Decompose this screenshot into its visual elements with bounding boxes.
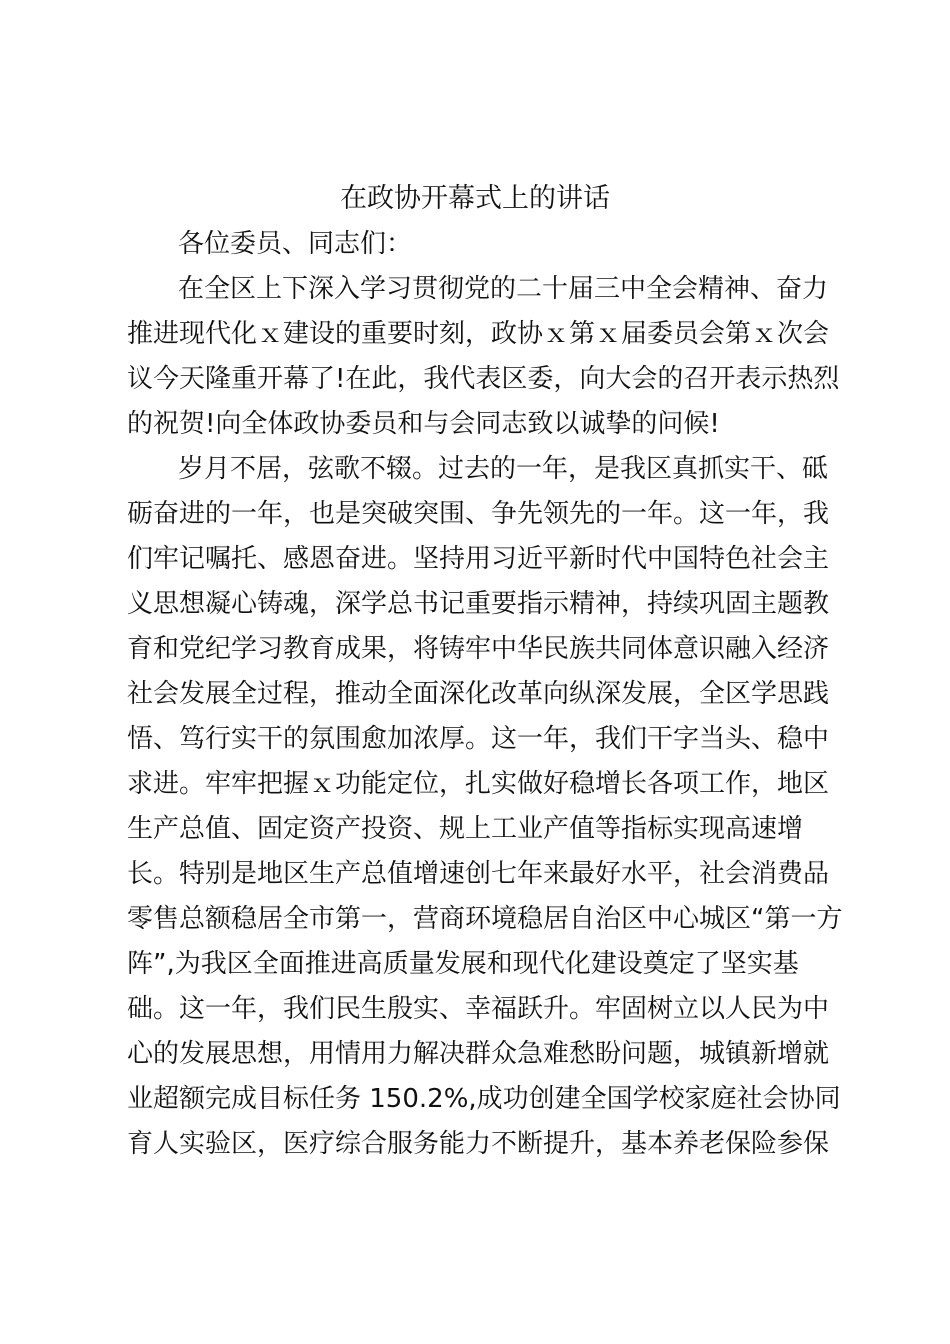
paragraph-line: 生产总值、固定资产投资、规上工业产值等指标实现高速增 [127, 814, 804, 844]
paragraph-line: 础。这一年，我们民生殷实、幸福跃升。牢固树立以人民为中 [127, 994, 830, 1024]
paragraph-line: 议今天隆重开幕了!在此，我代表区委，向大会的召开表示热烈 [127, 364, 840, 394]
paragraph-line: 长。特别是地区生产总值增速创七年来最好水平，社会消费品 [127, 859, 830, 889]
document-title: 在政协开幕式上的讲话 [340, 183, 610, 214]
paragraph-line: 悟、笃行实干的氛围愈加浓厚。这一年，我们干字当头、稳中 [127, 724, 830, 754]
paragraph-line: 业超额完成目标任务 150.2%,成功创建全国学校家庭社会协同 [127, 1084, 841, 1114]
paragraph-line: 育和党纪学习教育成果，将铸牢中华民族共同体意识融入经济 [127, 634, 830, 664]
paragraph-line: 育人实验区，医疗综合服务能力不断提升，基本养老保险参保 [127, 1129, 830, 1159]
paragraph-line: 义思想凝心铸魂，深学总书记重要指示精神，持续巩固主题教 [127, 589, 830, 619]
paragraph-line: 零售总额稳居全市第一，营商环境稳居自治区中心城区“第一方 [127, 904, 843, 934]
paragraph-line: 们牢记嘱托、感恩奋进。坚持用习近平新时代中国特色社会主 [127, 544, 830, 574]
paragraph-line: 推进现代化ｘ建设的重要时刻，政协ｘ第ｘ届委员会第ｘ次会 [127, 319, 830, 349]
paragraph-line: 心的发展思想，用情用力解决群众急难愁盼问题，城镇新增就 [127, 1039, 830, 1069]
paragraph-line: 社会发展全过程，推动全面深化改革向纵深发展，全区学思践 [127, 679, 830, 709]
paragraph-line: 岁月不居，弦歌不辍。过去的一年，是我区真抓实干、砥 [178, 454, 829, 484]
paragraph-line: 在全区上下深入学习贯彻党的二十届三中全会精神、奋力 [178, 274, 829, 304]
paragraph-line: 阵”,为我区全面推进高质量发展和现代化建设奠定了坚实基 [127, 949, 799, 979]
paragraph-line: 的祝贺!向全体政协委员和与会同志致以诚挚的问候! [127, 409, 720, 439]
paragraph-line: 求进。牢牢把握ｘ功能定位，扎实做好稳增长各项工作，地区 [127, 769, 830, 799]
paragraph-line: 砺奋进的一年，也是突破突围、争先领先的一年。这一年，我 [127, 499, 830, 529]
salutation: 各位委员、同志们： [178, 229, 413, 259]
